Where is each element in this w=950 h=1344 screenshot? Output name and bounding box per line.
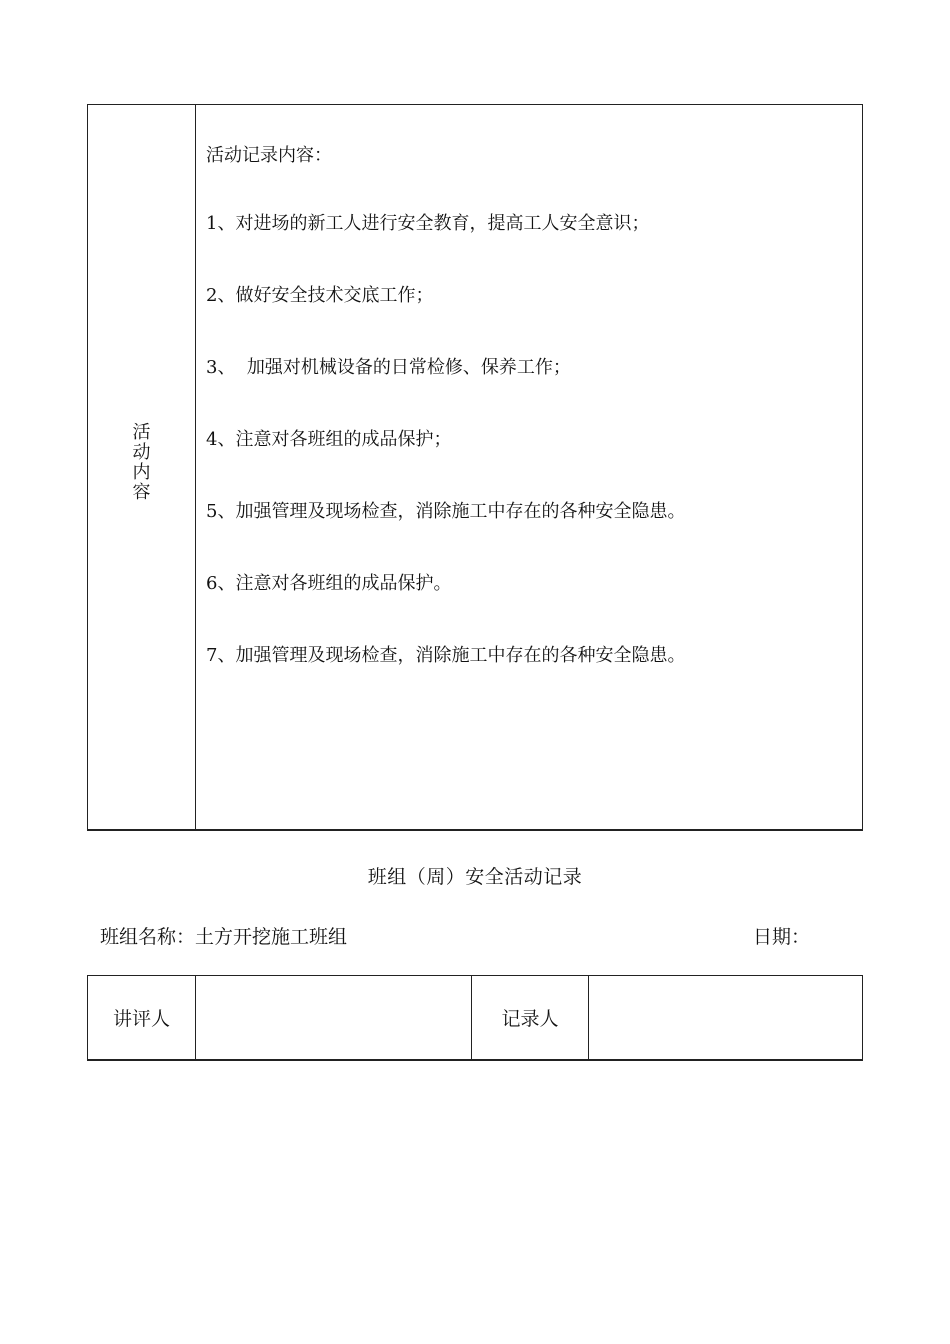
team-name-label: 班组名称： [100, 926, 196, 948]
activity-content-cell [196, 105, 862, 829]
reviewer-label: 讲评人 [112, 1008, 170, 1030]
activity-item: 6、注意对各班组的成品保护。 [206, 573, 452, 594]
date-label: 日期： [753, 926, 811, 948]
activity-item: 5、加强管理及现场检查，消除施工中存在的各种安全隐患。 [206, 501, 686, 522]
label-char: 活 [132, 422, 151, 443]
recorder-label: 记录人 [501, 1008, 559, 1030]
activity-item: 1、对进场的新工人进行安全教育，提高工人安全意识； [206, 213, 650, 234]
activity-item: 4、注意对各班组的成品保护； [206, 429, 452, 450]
team-name-value: 土方开挖施工班组 [195, 926, 348, 948]
label-char: 容 [132, 482, 151, 503]
signature-table [87, 975, 863, 1061]
activity-item-list [206, 213, 685, 717]
activity-label-cell [88, 105, 196, 829]
recorder-label-cell [472, 976, 589, 1059]
recorder-value-cell [589, 976, 862, 1059]
content-title: 活动记录内容： [206, 145, 332, 166]
label-char: 内 [132, 462, 151, 483]
activity-content-vertical-label [88, 423, 195, 503]
reviewer-value-cell [196, 976, 472, 1059]
label-char: 动 [132, 442, 151, 463]
team-name-row [100, 922, 347, 949]
activity-content-table [87, 104, 863, 831]
reviewer-label-cell [88, 976, 196, 1059]
date-row [753, 922, 810, 949]
activity-item: 7、加强管理及现场检查，消除施工中存在的各种安全隐患。 [206, 645, 686, 666]
activity-item: 2、做好安全技术交底工作； [206, 285, 434, 306]
record-title: 班组（周）安全活动记录 [367, 866, 583, 888]
activity-item: 3、 加强对机械设备的日常检修、保养工作； [206, 357, 571, 378]
